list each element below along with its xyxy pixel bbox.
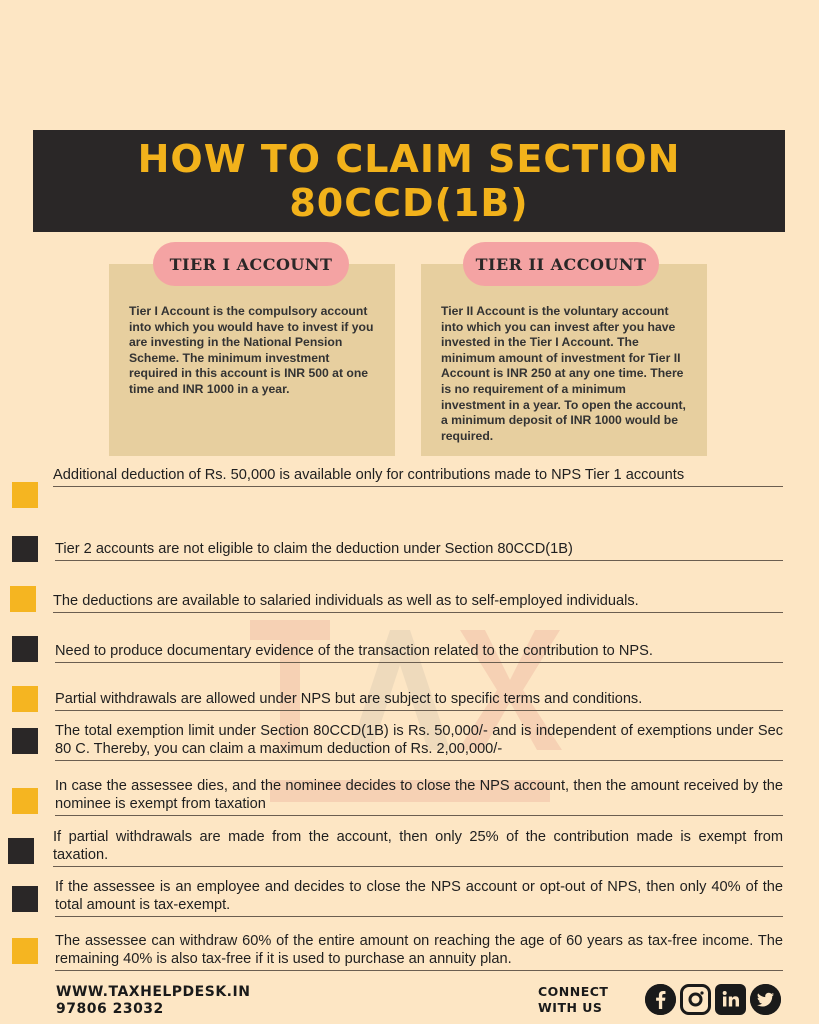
- facebook-icon[interactable]: [645, 984, 676, 1015]
- twitter-icon[interactable]: [750, 984, 781, 1015]
- list-item-text: In case the assessee dies, and the nominee decides to close the NPS account, then the amount received by the nominee is exempt from taxation: [55, 777, 783, 816]
- bullet-square: [8, 838, 34, 864]
- instagram-icon[interactable]: [680, 984, 711, 1015]
- list-item-text: The assessee can withdraw 60% of the entire amount on reaching the age of 60 years as tax-free income. The remaining 40% is also tax-free if it is used to purchase an annuity plan.: [55, 932, 783, 971]
- tier-1-card: [109, 254, 395, 456]
- tier-1-text: Tier I Account is the compulsory account into which you would have to invest if you are investing in the National Pension Scheme. The minimum investment required in this account is INR 500 at one time and INR 1000 in a year.: [129, 304, 374, 396]
- social-links: [645, 984, 781, 1015]
- linkedin-icon[interactable]: [715, 984, 746, 1015]
- connect-line-1: CONNECT: [538, 984, 609, 999]
- bullet-square: [12, 686, 38, 712]
- website-link[interactable]: WWW.TAXHELPDESK.IN: [56, 984, 251, 1000]
- list-item-text: If partial withdrawals are made from the account, then only 25% of the contribution made is exempt from taxation.: [53, 828, 783, 867]
- bullet-square: [12, 728, 38, 754]
- contact-info: [56, 984, 250, 1018]
- tier-1-heading: TIER I ACCOUNT: [153, 242, 349, 286]
- list-item-text: The total exemption limit under Section 80CCD(1B) is Rs. 50,000/- and is independent of exemptions under Sec 80 C. Thereby, you can claim a maximum deduction of Rs. 2,00,000/-: [55, 722, 783, 761]
- phone-number: 97806 23032: [56, 1001, 164, 1017]
- bullet-square: [12, 482, 38, 508]
- list-item-text: Need to produce documentary evidence of the transaction related to the contribution to NPS.: [55, 642, 783, 663]
- list-item-text: If the assessee is an employee and decides to close the NPS account or opt-out of NPS, then only 40% of the total amount is tax-exempt.: [55, 878, 783, 917]
- connect-label: [538, 984, 608, 1016]
- bullet-square: [10, 586, 36, 612]
- bullet-square: [12, 938, 38, 964]
- list-item-text: The deductions are available to salaried individuals as well as to self-employed individuals.: [53, 592, 783, 613]
- bullet-square: [12, 636, 38, 662]
- list-item-text: Tier 2 accounts are not eligible to claim the deduction under Section 80CCD(1B): [55, 540, 783, 561]
- tier-2-heading: TIER II ACCOUNT: [463, 242, 659, 286]
- page-title: HOW TO CLAIM SECTION 80CCD(1B): [137, 137, 681, 225]
- list-item-text: Additional deduction of Rs. 50,000 is available only for contributions made to NPS Tier 1 accounts: [53, 466, 783, 487]
- connect-line-2: WITH US: [538, 1000, 603, 1015]
- tier-2-text: Tier II Account is the voluntary account into which you can invest after you have invested in the Tier I Account. The minimum amount of investment for Tier II Account is INR 250 at any one time. There is no requirement of a minimum investment in a year. To open the account, a minimum deposit of INR 1000 would be required.: [441, 304, 686, 443]
- bullet-square: [12, 788, 38, 814]
- title-banner: [33, 130, 785, 232]
- tier-2-card: [421, 254, 707, 456]
- bullet-square: [12, 886, 38, 912]
- list-item-text: Partial withdrawals are allowed under NPS but are subject to specific terms and conditions.: [55, 690, 783, 711]
- bullet-square: [12, 536, 38, 562]
